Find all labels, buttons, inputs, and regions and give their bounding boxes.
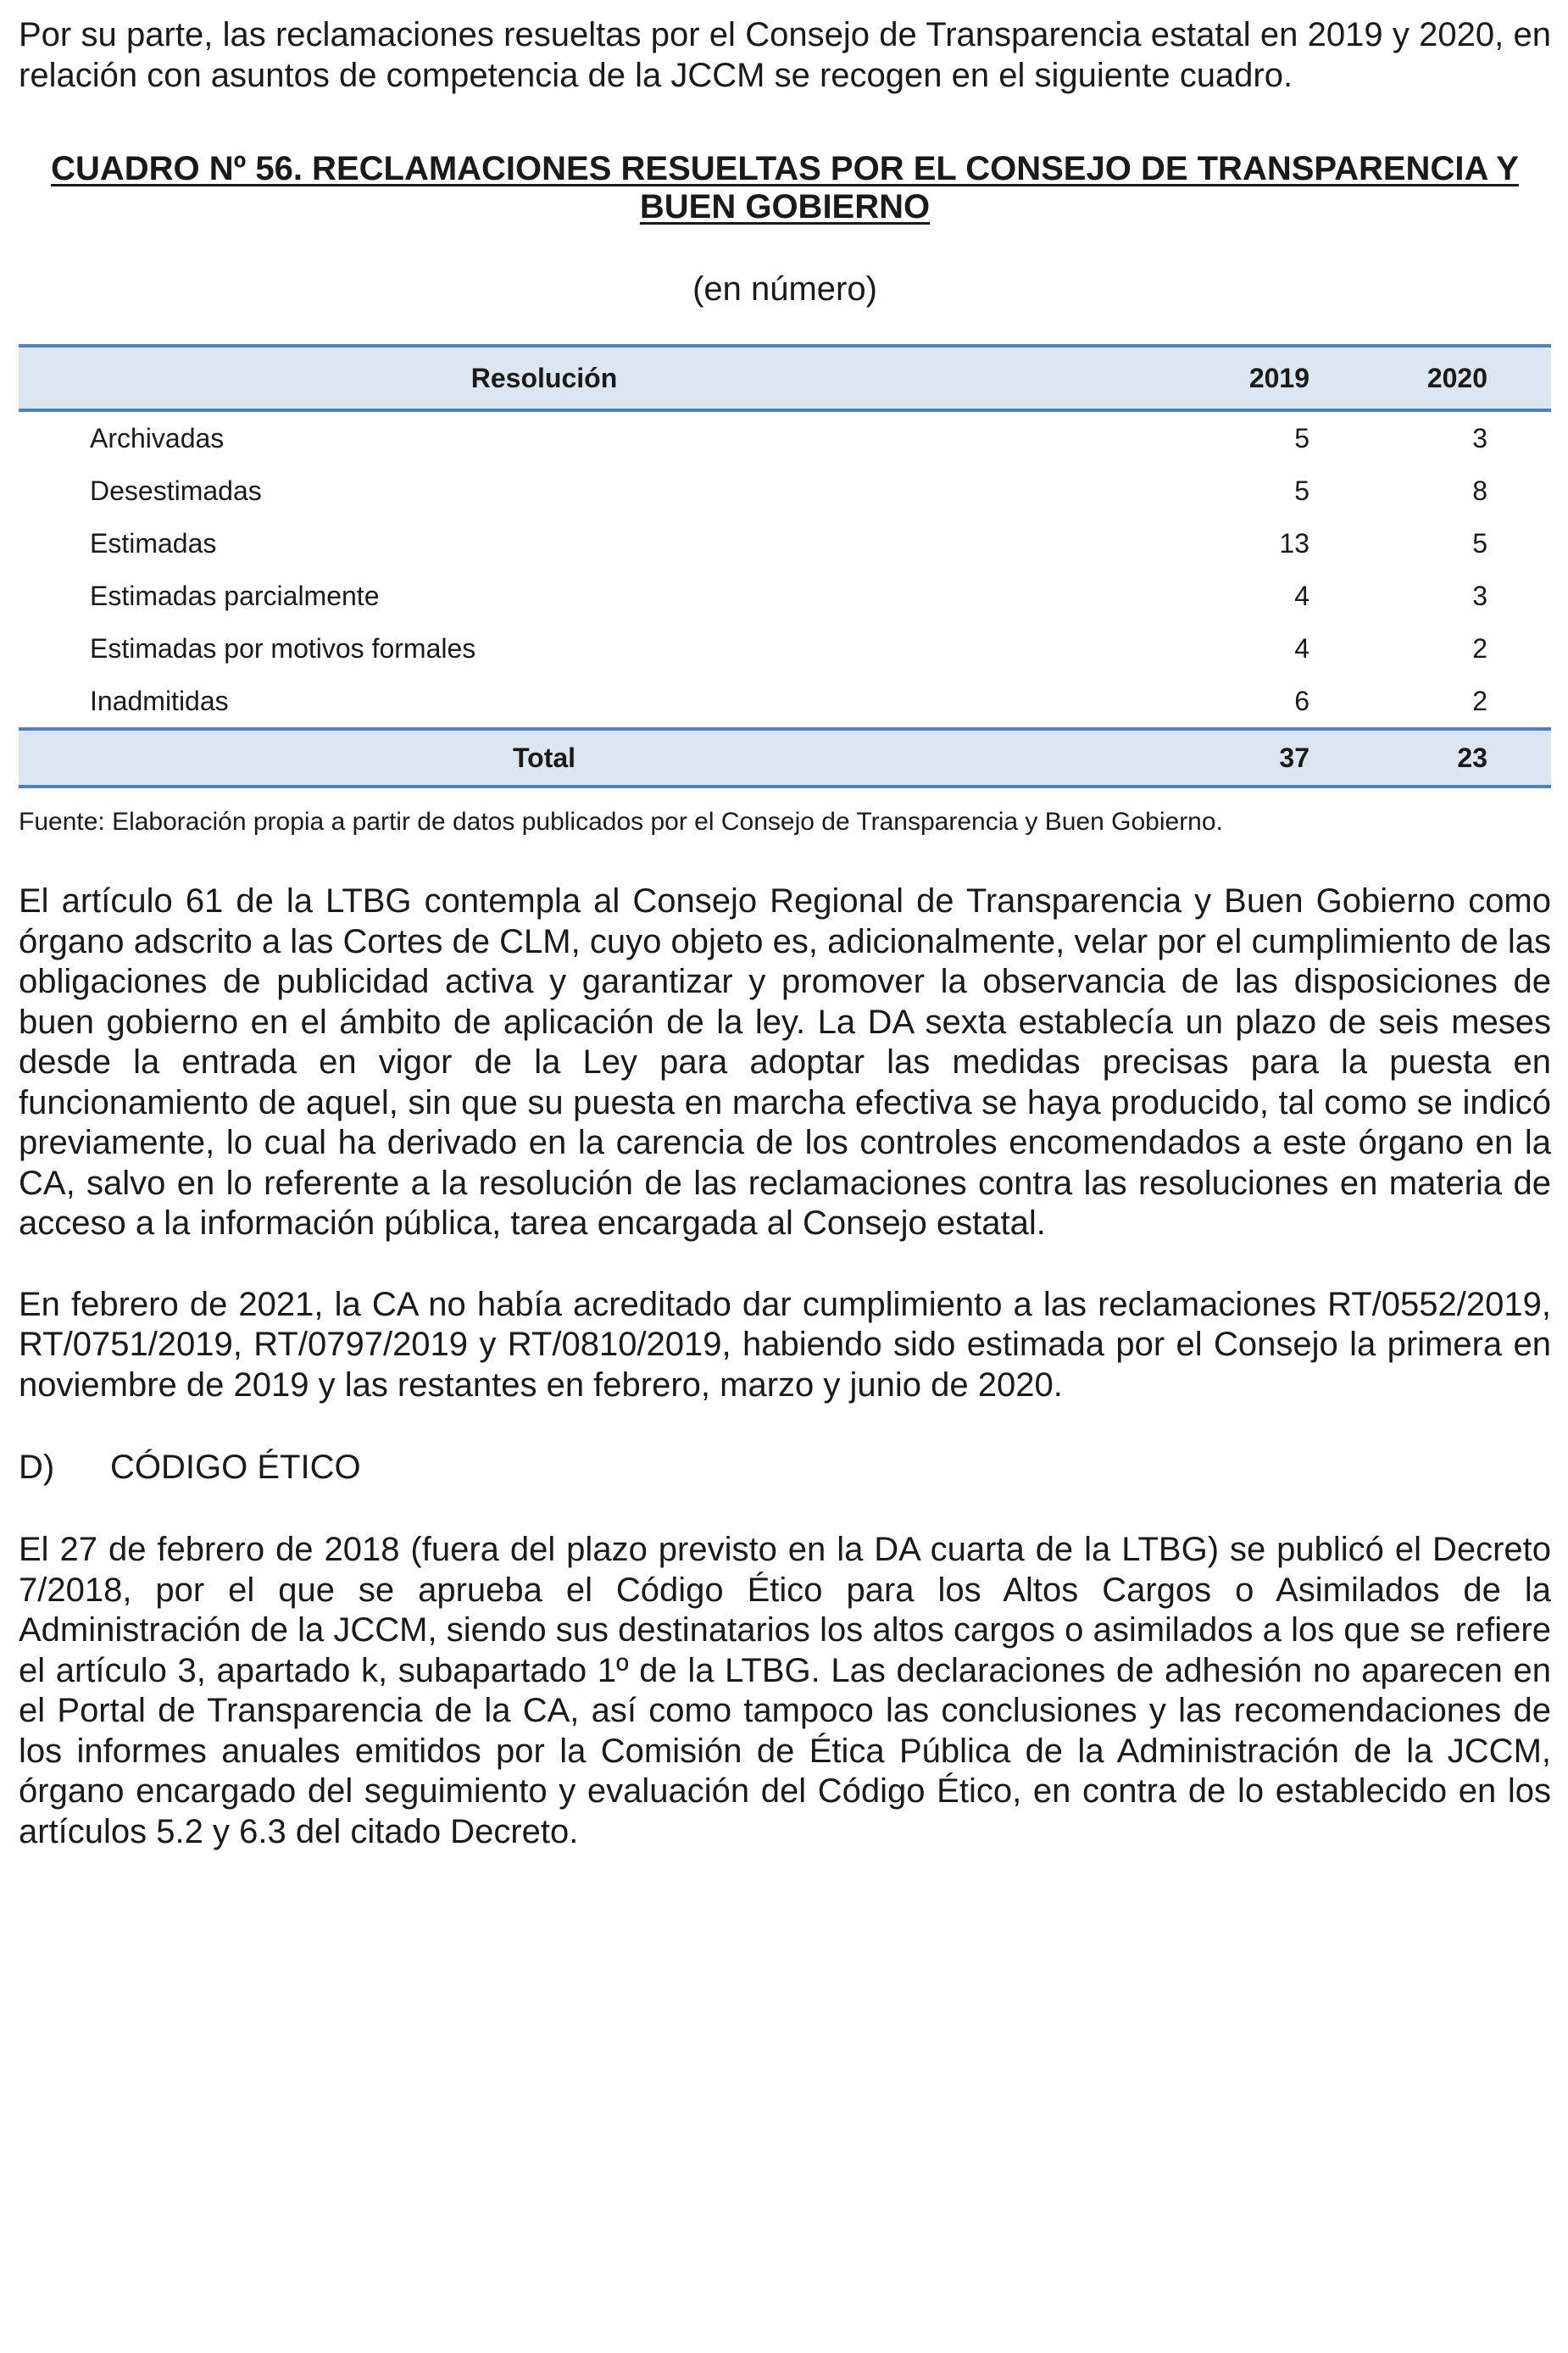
table-row: [19, 517, 1551, 570]
row-label: Estimadas parcialmente: [90, 580, 380, 611]
total-value-2020: 23: [1309, 729, 1551, 787]
closing-paragraph: El 27 de febrero de 2018 (fuera del plazo previsto en la DA cuarta de la LTBG) se publicó el Decreto 7/2018, por el que se aprueba el Código Ético para los Altos Cargos o Asimilados de la Administración de la JCCM, siendo sus destinatarios los altos cargos o asimilados a los que se refiere el artículo 3, apartado k, subapartado 1º de la LTBG. Las declaraciones de adhesión no aparecen en el Portal de Transparencia de la CA, así como tampoco las conclusiones y las recomendaciones de los informes anuales emitidos por la Comisión de Ética Pública de la Administración de la JCCM, órgano encargado del seguimiento y evaluación del Código Ético, en contra de lo establecido en los artículos 5.2 y 6.3 del citado Decreto.: [19, 1531, 1551, 1850]
section-letter: D): [19, 1449, 55, 1486]
table-header-row: [19, 346, 1551, 410]
row-value-2020: 2: [1472, 685, 1487, 716]
section-heading: [19, 1448, 1551, 1488]
row-value-2020: 3: [1472, 422, 1487, 453]
row-value-2019: 13: [1279, 527, 1309, 559]
table-subtitle: (en número): [692, 270, 877, 308]
row-label: Archivadas: [90, 422, 225, 453]
body-paragraph-1: El artículo 61 de la LTBG contempla al Consejo Regional de Transparencia y Buen Gobierno como órgano adscrito a las Cortes de CLM, cuyo objeto es, adicionalmente, velar por el cumplimiento de las obligaciones de publicidad activa y garantizar y promover la observancia de las disposiciones de buen gobierno en el ámbito de aplicación de la ley. La DA sexta establecía un plazo de seis meses desde la entrada en vigor de la Ley para adoptar las medidas precisas para la puesta en funcionamiento de aquel, sin que su puesta en marcha efectiva se haya producido, tal como se indicó previamente, lo cual ha derivado en la carencia de los controles encomendados a este órgano en la CA, salvo en lo referente a la resolución de las reclamaciones contra las resoluciones en materia de acceso a la información pública, tarea encargada al Consejo estatal.: [19, 882, 1551, 1242]
row-value-2020: 5: [1472, 527, 1487, 559]
table-row: [19, 622, 1551, 675]
table-total-row: [19, 729, 1551, 787]
total-value-2019: 37: [1070, 729, 1309, 787]
row-label: Estimadas por motivos formales: [90, 632, 476, 664]
header-2019: 2019: [1070, 346, 1309, 410]
table-title-line-1: CUADRO Nº 56. RECLAMACIONES RESUELTAS POR EL CONSEJO DE TRANSPARENCIA Y: [51, 150, 1519, 187]
row-value-2020: 2: [1472, 632, 1487, 664]
row-value-2020: 8: [1472, 475, 1487, 506]
table-row: [19, 464, 1551, 517]
header-2020: 2020: [1309, 346, 1551, 410]
table-source-note: Fuente: Elaboración propia a partir de datos publicados por el Consejo de Transparencia y Buen Gobierno.: [19, 808, 1223, 836]
section-title: CÓDIGO ÉTICO: [110, 1449, 361, 1486]
row-value-2019: 4: [1294, 580, 1309, 611]
body-paragraph-2: En febrero de 2021, la CA no había acreditado dar cumplimiento a las reclamaciones RT/0552/2019, RT/0751/2019, RT/0797/2019 y RT/0810/2019, habiendo sido estimada por el Consejo la primera en noviembre de 2019 y las restantes en febrero, marzo y junio de 2020.: [19, 1285, 1551, 1404]
resolutions-table: [19, 344, 1551, 788]
row-label: Estimadas: [90, 527, 217, 559]
row-value-2019: 5: [1294, 475, 1309, 506]
row-value-2019: 5: [1294, 422, 1309, 453]
table-title: [19, 150, 1551, 226]
table-row: [19, 675, 1551, 729]
row-label: Desestimadas: [90, 475, 262, 506]
row-value-2020: 3: [1472, 580, 1487, 611]
row-value-2019: 4: [1294, 632, 1309, 664]
document-page: [19, 15, 1551, 1852]
total-label: Total: [19, 729, 1070, 787]
table-row: [19, 570, 1551, 622]
row-value-2019: 6: [1294, 685, 1309, 716]
table-row: [19, 410, 1551, 464]
intro-paragraph: Por su parte, las reclamaciones resueltas por el Consejo de Transparencia estatal en 2019 y 2020, en relación con asuntos de competencia de la JCCM se recogen en el siguiente cuadro.: [19, 16, 1551, 94]
header-resolucion: Resolución: [19, 346, 1070, 410]
row-label: Inadmitidas: [90, 685, 229, 716]
table-title-line-2: BUEN GOBIERNO: [639, 188, 931, 225]
